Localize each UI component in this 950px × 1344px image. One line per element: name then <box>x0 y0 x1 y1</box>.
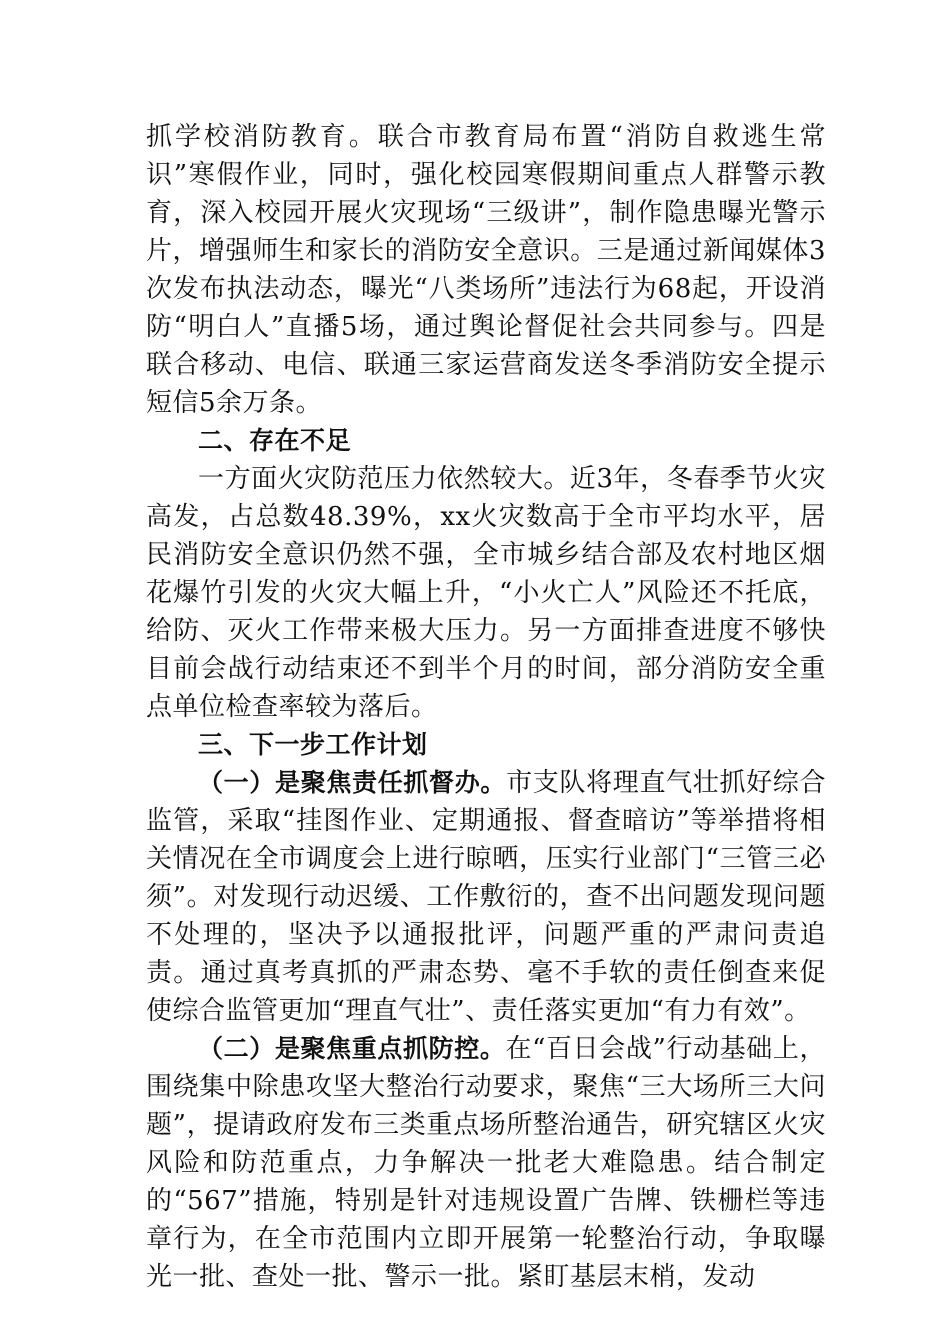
paragraph-prevention-text: 在“百日会战”行动基础上，围绕集中除患攻坚大整治行动要求，聚焦“三大场所三大问题”，提请政府发布三类重点场所整治通告，研究辖区火灾风险和防范重点，力争解决一批老大难隐患。结合制定的“567”措施，特别是针对违规设置广告牌、铁栅栏等违章行为，在全市范围内立即开展第一轮整治行动，争取曝光一批、查处一批、警示一批。紧盯基层末梢，发动 <box>146 1034 826 1292</box>
paragraph-shortcomings: 一方面火灾防范压力依然较大。近3年，冬春季节火灾高发，占总数48.39%，xx火灾数高于全市平均水平，居民消防安全意识仍然不强，全市城乡结合部及农村地区烟花爆竹引发的火灾大幅上升，“小火亡人”风险还不托底，给防、灭火工作带来极大压力。另一方面排查进度不够快目前会战行动结束还不到半个月的时间，部分消防安全重点单位检查率较为落后。 <box>146 464 826 722</box>
subheading-prevention: （二）是聚焦重点抓防控。 <box>198 1034 506 1063</box>
document-body <box>146 118 826 1296</box>
heading-next-steps: 三、下一步工作计划 <box>198 730 428 759</box>
subheading-responsibility: （一）是聚焦责任抓督办。 <box>198 768 507 797</box>
paragraph-responsibility-text: 市支队将理直气壮抓好综合监管，采取“挂图作业、定期通报、督查暗访”等举措将相关情况在全市调度会上进行晾晒，压实行业部门“三管三必须”。对发现行动迟缓、工作敷衍的，查不出问题发现问题不处理的，坚决予以通报批评，问题严重的严肃问责追责。通过真考真抓的严肃态势、毫不手软的责任倒查来促使综合监管更加“理直气壮”、责任落实更加“有力有效”。 <box>146 768 826 1026</box>
paragraph-prevention <box>146 1030 826 1296</box>
heading-shortcomings: 二、存在不足 <box>198 426 352 455</box>
paragraph-responsibility <box>146 764 826 1030</box>
paragraph-education: 抓学校消防教育。联合市教育局布置“消防自救逃生常识”寒假作业，同时，强化校园寒假期间重点人群警示教育，深入校园开展火灾现场“三级讲”，制作隐患曝光警示片，增强师生和家长的消防安全意识。三是通过新闻媒体3次发布执法动态，曝光“八类场所”违法行为68起，开设消防“明白人”直播5场，通过舆论督促社会共同参与。四是联合移动、电信、联通三家运营商发送冬季消防安全提示短信5余万条。 <box>146 122 826 418</box>
